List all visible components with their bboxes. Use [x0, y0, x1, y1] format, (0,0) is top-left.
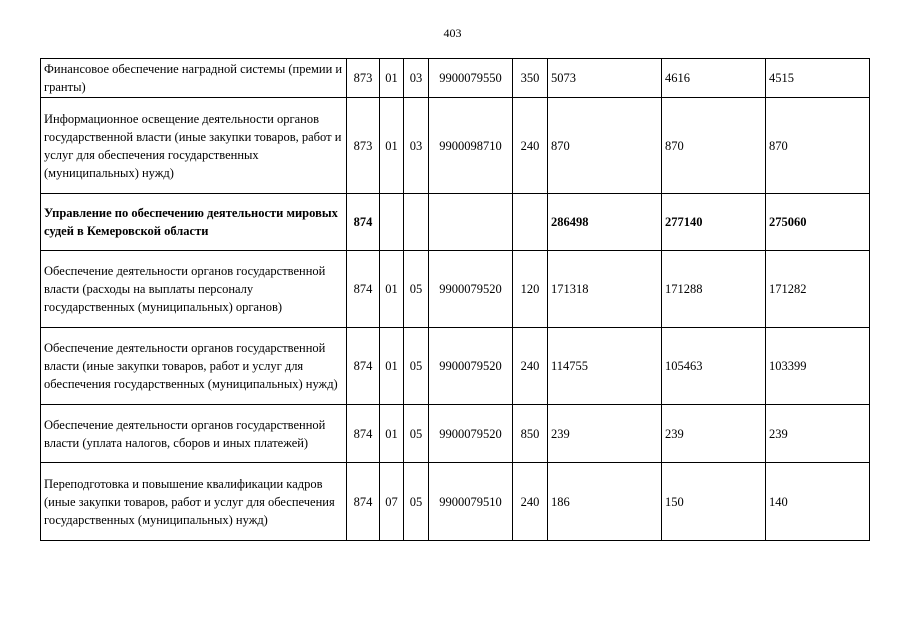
amount-year-3: 4515 — [766, 59, 870, 98]
amount-year-3: 171282 — [766, 251, 870, 328]
expense-type-code: 240 — [513, 328, 548, 405]
page-number: 403 — [443, 26, 462, 40]
row-name: Переподготовка и повышение квалификации кадров (иные закупки товаров, работ и услуг для обеспечения государственных (муниципальных) нужд) — [41, 463, 347, 541]
row-name: Обеспечение деятельности органов государственной власти (уплата налогов, сборов и иных платежей) — [41, 405, 347, 463]
target-code: 9900079520 — [429, 405, 513, 463]
budget-table — [40, 58, 870, 541]
expense-type-code: 120 — [513, 251, 548, 328]
amount-year-1: 186 — [548, 463, 662, 541]
target-code: 9900079550 — [429, 59, 513, 98]
table-row — [41, 251, 870, 328]
row-name: Информационное освещение деятельности органов государственной власти (иные закупки товаров, работ и услуг для обеспечения государственных (муниципальных) нужд) — [41, 98, 347, 194]
table-row — [41, 405, 870, 463]
amount-year-1: 5073 — [548, 59, 662, 98]
table-row — [41, 463, 870, 541]
amount-year-1: 171318 — [548, 251, 662, 328]
section-code: 01 — [380, 251, 404, 328]
row-name: Обеспечение деятельности органов государственной власти (расходы на выплаты персоналу государственных (муниципальных) органов) — [41, 251, 347, 328]
ministry-code: 874 — [347, 463, 380, 541]
amount-year-3: 103399 — [766, 328, 870, 405]
row-name: Обеспечение деятельности органов государственной власти (иные закупки товаров, работ и услуг для обеспечения государственных (муниципальных) нужд) — [41, 328, 347, 405]
amount-year-3: 140 — [766, 463, 870, 541]
section-code: 07 — [380, 463, 404, 541]
ministry-code: 874 — [347, 328, 380, 405]
subsection-code — [404, 194, 429, 251]
subsection-code: 03 — [404, 59, 429, 98]
row-name: Управление по обеспечению деятельности мировых судей в Кемеровской области — [41, 194, 347, 251]
ministry-code: 874 — [347, 194, 380, 251]
target-code: 9900079520 — [429, 328, 513, 405]
amount-year-3: 275060 — [766, 194, 870, 251]
amount-year-2: 105463 — [662, 328, 766, 405]
table-row — [41, 59, 870, 98]
target-code: 9900079520 — [429, 251, 513, 328]
amount-year-1: 286498 — [548, 194, 662, 251]
amount-year-2: 870 — [662, 98, 766, 194]
target-code: 9900079510 — [429, 463, 513, 541]
amount-year-3: 870 — [766, 98, 870, 194]
amount-year-3: 239 — [766, 405, 870, 463]
expense-type-code: 240 — [513, 463, 548, 541]
subsection-code: 05 — [404, 328, 429, 405]
section-code: 01 — [380, 405, 404, 463]
target-code — [429, 194, 513, 251]
row-name: Финансовое обеспечение наградной системы (премии и гранты) — [41, 59, 347, 98]
section-code: 01 — [380, 59, 404, 98]
amount-year-1: 870 — [548, 98, 662, 194]
amount-year-2: 4616 — [662, 59, 766, 98]
expense-type-code: 240 — [513, 98, 548, 194]
subsection-code: 05 — [404, 251, 429, 328]
amount-year-2: 150 — [662, 463, 766, 541]
ministry-code: 874 — [347, 251, 380, 328]
expense-type-code — [513, 194, 548, 251]
expense-type-code: 850 — [513, 405, 548, 463]
section-code: 01 — [380, 328, 404, 405]
table-body — [41, 59, 870, 541]
expense-type-code: 350 — [513, 59, 548, 98]
amount-year-2: 171288 — [662, 251, 766, 328]
subsection-code: 05 — [404, 405, 429, 463]
ministry-code: 874 — [347, 405, 380, 463]
amount-year-2: 239 — [662, 405, 766, 463]
ministry-code: 873 — [347, 98, 380, 194]
table-row — [41, 194, 870, 251]
amount-year-1: 239 — [548, 405, 662, 463]
amount-year-1: 114755 — [548, 328, 662, 405]
section-code: 01 — [380, 98, 404, 194]
section-code — [380, 194, 404, 251]
amount-year-2: 277140 — [662, 194, 766, 251]
subsection-code: 05 — [404, 463, 429, 541]
table-row — [41, 98, 870, 194]
target-code: 9900098710 — [429, 98, 513, 194]
subsection-code: 03 — [404, 98, 429, 194]
ministry-code: 873 — [347, 59, 380, 98]
table-row — [41, 328, 870, 405]
